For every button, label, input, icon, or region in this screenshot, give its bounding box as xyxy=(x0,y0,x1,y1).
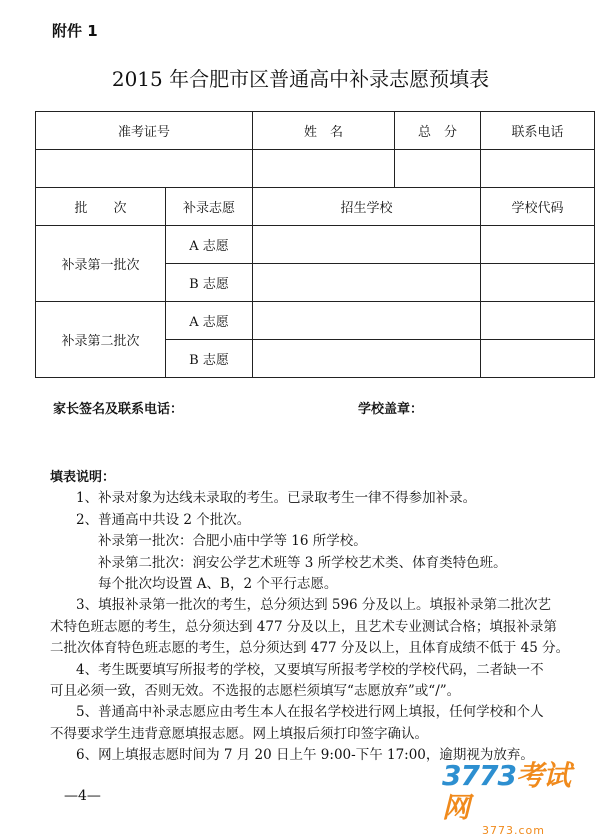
batch-1-b-school-field[interactable] xyxy=(253,264,481,302)
batch-1-label: 补录第一批次 xyxy=(36,226,166,302)
header-row xyxy=(36,112,595,150)
name-header: 姓 名 xyxy=(253,112,395,150)
school-code-header: 学校代码 xyxy=(481,188,595,226)
exam-id-header: 准考证号 xyxy=(36,112,253,150)
name-field[interactable] xyxy=(253,150,395,188)
batch-1-a-school-field[interactable] xyxy=(253,226,481,264)
batch-1-choice-b: B 志愿 xyxy=(166,264,253,302)
phone-field[interactable] xyxy=(481,150,595,188)
batch-1-a-code-field[interactable] xyxy=(481,226,595,264)
batch-2-choice-a: A 志愿 xyxy=(166,302,253,340)
table-row xyxy=(36,302,595,340)
note-item-6: 6、网上填报志愿时间为 7 月 20 日上午 9:00-下午 17:00，逾期视为放弃。 xyxy=(76,747,534,764)
note-item-4-line-1: 4、考生既要填写所报考的学校，又要填写所报考学校的学校代码，二者缺一不 xyxy=(76,661,544,678)
note-item-5-line-2: 不得要求学生违背意愿填报志愿。网上填报后须打印签字确认。 xyxy=(50,725,428,742)
batch-1-choice-a: A 志愿 xyxy=(166,226,253,264)
parent-signature-label: 家长签名及联系电话： xyxy=(53,402,184,417)
exam-id-field[interactable] xyxy=(36,150,253,188)
note-item-4-line-2: 可且必须一致，否则无效。不选报的志愿栏须填写“志愿放弃”或“/”。 xyxy=(50,683,461,700)
form-table xyxy=(35,111,595,378)
batch-2-b-school-field[interactable] xyxy=(253,340,481,378)
batch-2-a-school-field[interactable] xyxy=(253,302,481,340)
note-item-3-line-1: 3、填报补录第一批次的考生，总分须达到 596 分及以上。填报补录第二批次艺 xyxy=(76,597,551,614)
watermark-digits: 3773 xyxy=(442,759,516,792)
total-score-field[interactable] xyxy=(395,150,481,188)
note-item-2: 2、普通高中共设 2 个批次。 xyxy=(76,511,251,528)
note-item-2-batch-2: 补录第二批次：润安公学艺术班等 3 所学校艺术类、体育类特色班。 xyxy=(98,554,507,571)
page-title: 2015 年合肥市区普通高中补录志愿预填表 xyxy=(111,67,490,91)
batch-header: 批 次 xyxy=(36,188,166,226)
choice-header: 补录志愿 xyxy=(166,188,253,226)
batch-2-a-code-field[interactable] xyxy=(481,302,595,340)
total-score-header: 总 分 xyxy=(395,112,481,150)
notes-title: 填表说明： xyxy=(50,470,116,485)
choice-header-row xyxy=(36,188,595,226)
note-item-3-line-2: 术特色班志愿的考生，总分须达到 477 分及以上，且艺术专业测试合格；填报补录第 xyxy=(50,618,557,635)
batch-2-choice-b: B 志愿 xyxy=(166,340,253,378)
note-item-3-line-3: 二批次体育特色班志愿的考生，总分须达到 477 分及以上，且体育成绩不低于 45 分。 xyxy=(50,640,570,657)
phone-header: 联系电话 xyxy=(481,112,595,150)
table-row xyxy=(36,226,595,264)
notes-section xyxy=(50,467,580,767)
batch-1-b-code-field[interactable] xyxy=(481,264,595,302)
school-stamp-label: 学校盖章： xyxy=(358,402,424,417)
school-header: 招生学校 xyxy=(253,188,481,226)
watermark-main xyxy=(442,760,592,824)
batch-2-label: 补录第二批次 xyxy=(36,302,166,378)
watermark-text: 考试网 xyxy=(442,759,570,824)
attachment-label: 附件 1 xyxy=(52,22,98,40)
note-item-5-line-1: 5、普通高中补录志愿应由考生本人在报名学校进行网上填报，任何学校和个人 xyxy=(76,704,544,721)
batch-2-b-code-field[interactable] xyxy=(481,340,595,378)
input-row xyxy=(36,150,595,188)
note-item-2-each: 每个批次均设置 A、B，2 个平行志愿。 xyxy=(98,576,338,593)
note-item-2-batch-1: 补录第一批次：合肥小庙中学等 16 所学校。 xyxy=(98,533,367,550)
watermark-logo xyxy=(442,759,592,837)
page-number: —4— xyxy=(64,788,101,804)
watermark-sub: 3773.com xyxy=(482,824,545,837)
note-item-1: 1、补录对象为达线未录取的考生。已录取考生一律不得参加补录。 xyxy=(76,490,477,507)
